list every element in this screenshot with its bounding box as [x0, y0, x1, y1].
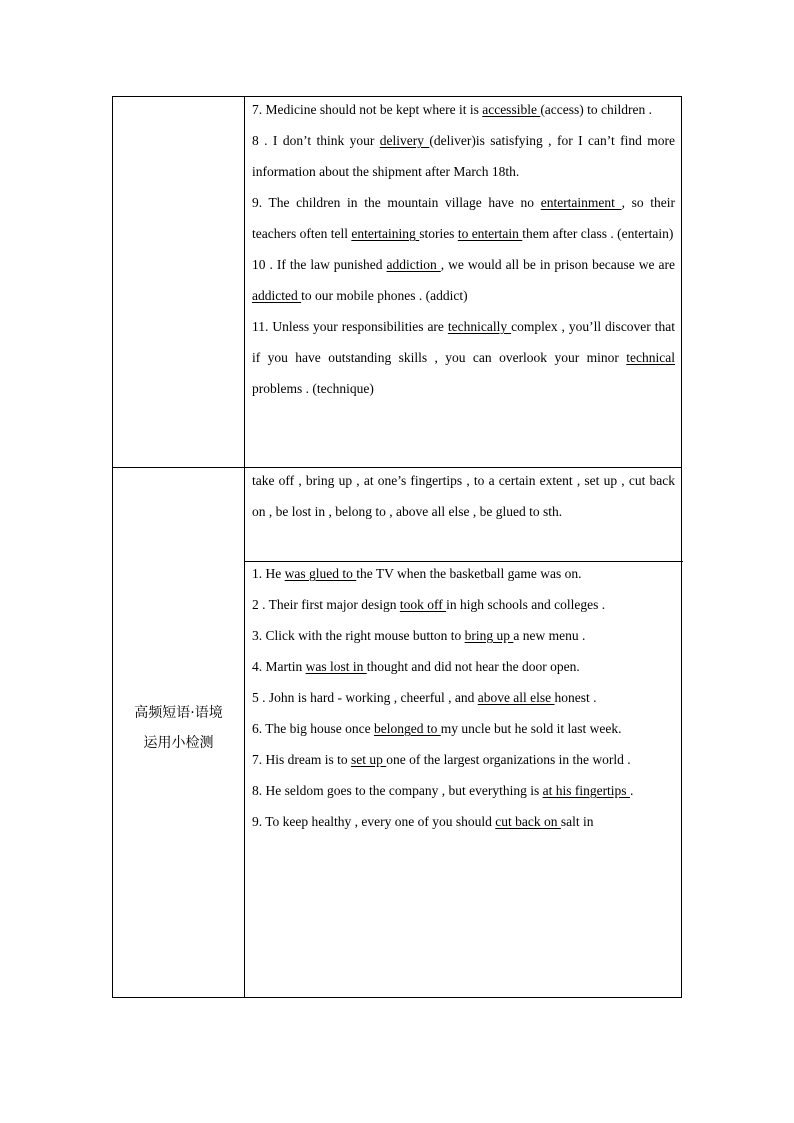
word-form-exercises — [252, 94, 675, 404]
question-4: 4. Martin was lost in thought and did not hear the door open. — [252, 659, 580, 674]
answer: addicted — [252, 288, 302, 303]
answer: technically — [447, 319, 512, 334]
answer: entertaining — [351, 226, 420, 241]
phrase-bank — [252, 465, 675, 527]
answer: at his fingertips — [542, 783, 630, 798]
question-6: 6. The big house once belonged to my uncle but he sold it last week. — [252, 721, 622, 736]
answer: addiction — [386, 257, 441, 272]
section-label-line2: 运用小检测 — [143, 735, 214, 751]
answer: was glued to — [284, 566, 357, 581]
question-9: 9. To keep healthy , every one of you should cut back on salt in — [252, 814, 594, 829]
phrase-exercises — [252, 558, 675, 837]
answer: set up — [351, 752, 387, 767]
question-3: 3. Click with the right mouse button to bring up a new menu . — [252, 628, 586, 643]
section-label-line1: 高频短语·语境 — [134, 705, 223, 721]
exercise-item-11: 11. Unless your responsibilities are technically complex , you’ll discover that if you have outstanding skills , you can overlook your minor technical problems . (technique) — [252, 319, 675, 396]
answer: technical — [626, 350, 675, 365]
answer: cut back on — [495, 814, 561, 829]
question-5: 5 . John is hard - working , cheerful , and above all else honest . — [252, 690, 597, 705]
question-2: 2 . Their first major design took off in high schools and colleges . — [252, 597, 606, 612]
exercise-table — [112, 96, 682, 998]
exercise-item-8: 8 . I don’t think your delivery (deliver)is satisfying , for I can’t find more information about the shipment after March 18th. — [252, 133, 676, 179]
answer: was lost in — [305, 659, 367, 674]
answer: above all else — [477, 690, 555, 705]
answer: bring up — [464, 628, 514, 643]
question-7: 7. His dream is to set up one of the largest organizations in the world . — [252, 752, 631, 767]
exercise-item-7: 7. Medicine should not be kept where it is accessible (access) to children . — [252, 102, 653, 117]
question-8: 8. He seldom goes to the company , but everything is at his fingertips . — [252, 783, 634, 798]
answer: delivery — [379, 133, 430, 148]
answer: to entertain — [457, 226, 523, 241]
phrase-list: take off , bring up , at one’s fingertips , to a certain extent , set up , cut back on , be lost in , belong to , above all else , be glued to sth. — [252, 473, 675, 519]
answer: belonged to — [373, 721, 441, 736]
exercise-item-10: 10 . If the law punished addiction , we would all be in prison because we are addicted to our mobile phones . (addict) — [252, 257, 675, 303]
section-label — [113, 698, 244, 758]
exercise-item-9: 9. The children in the mountain village have no entertainment , so their teachers often tell entertaining stories to entertain them after class . (entertain) — [252, 195, 676, 241]
column-divider — [244, 97, 245, 997]
question-1: 1. He was glued to the TV when the basketball game was on. — [252, 566, 582, 581]
answer: accessible — [482, 102, 541, 117]
answer: took off — [399, 597, 447, 612]
answer: entertainment — [540, 195, 622, 210]
